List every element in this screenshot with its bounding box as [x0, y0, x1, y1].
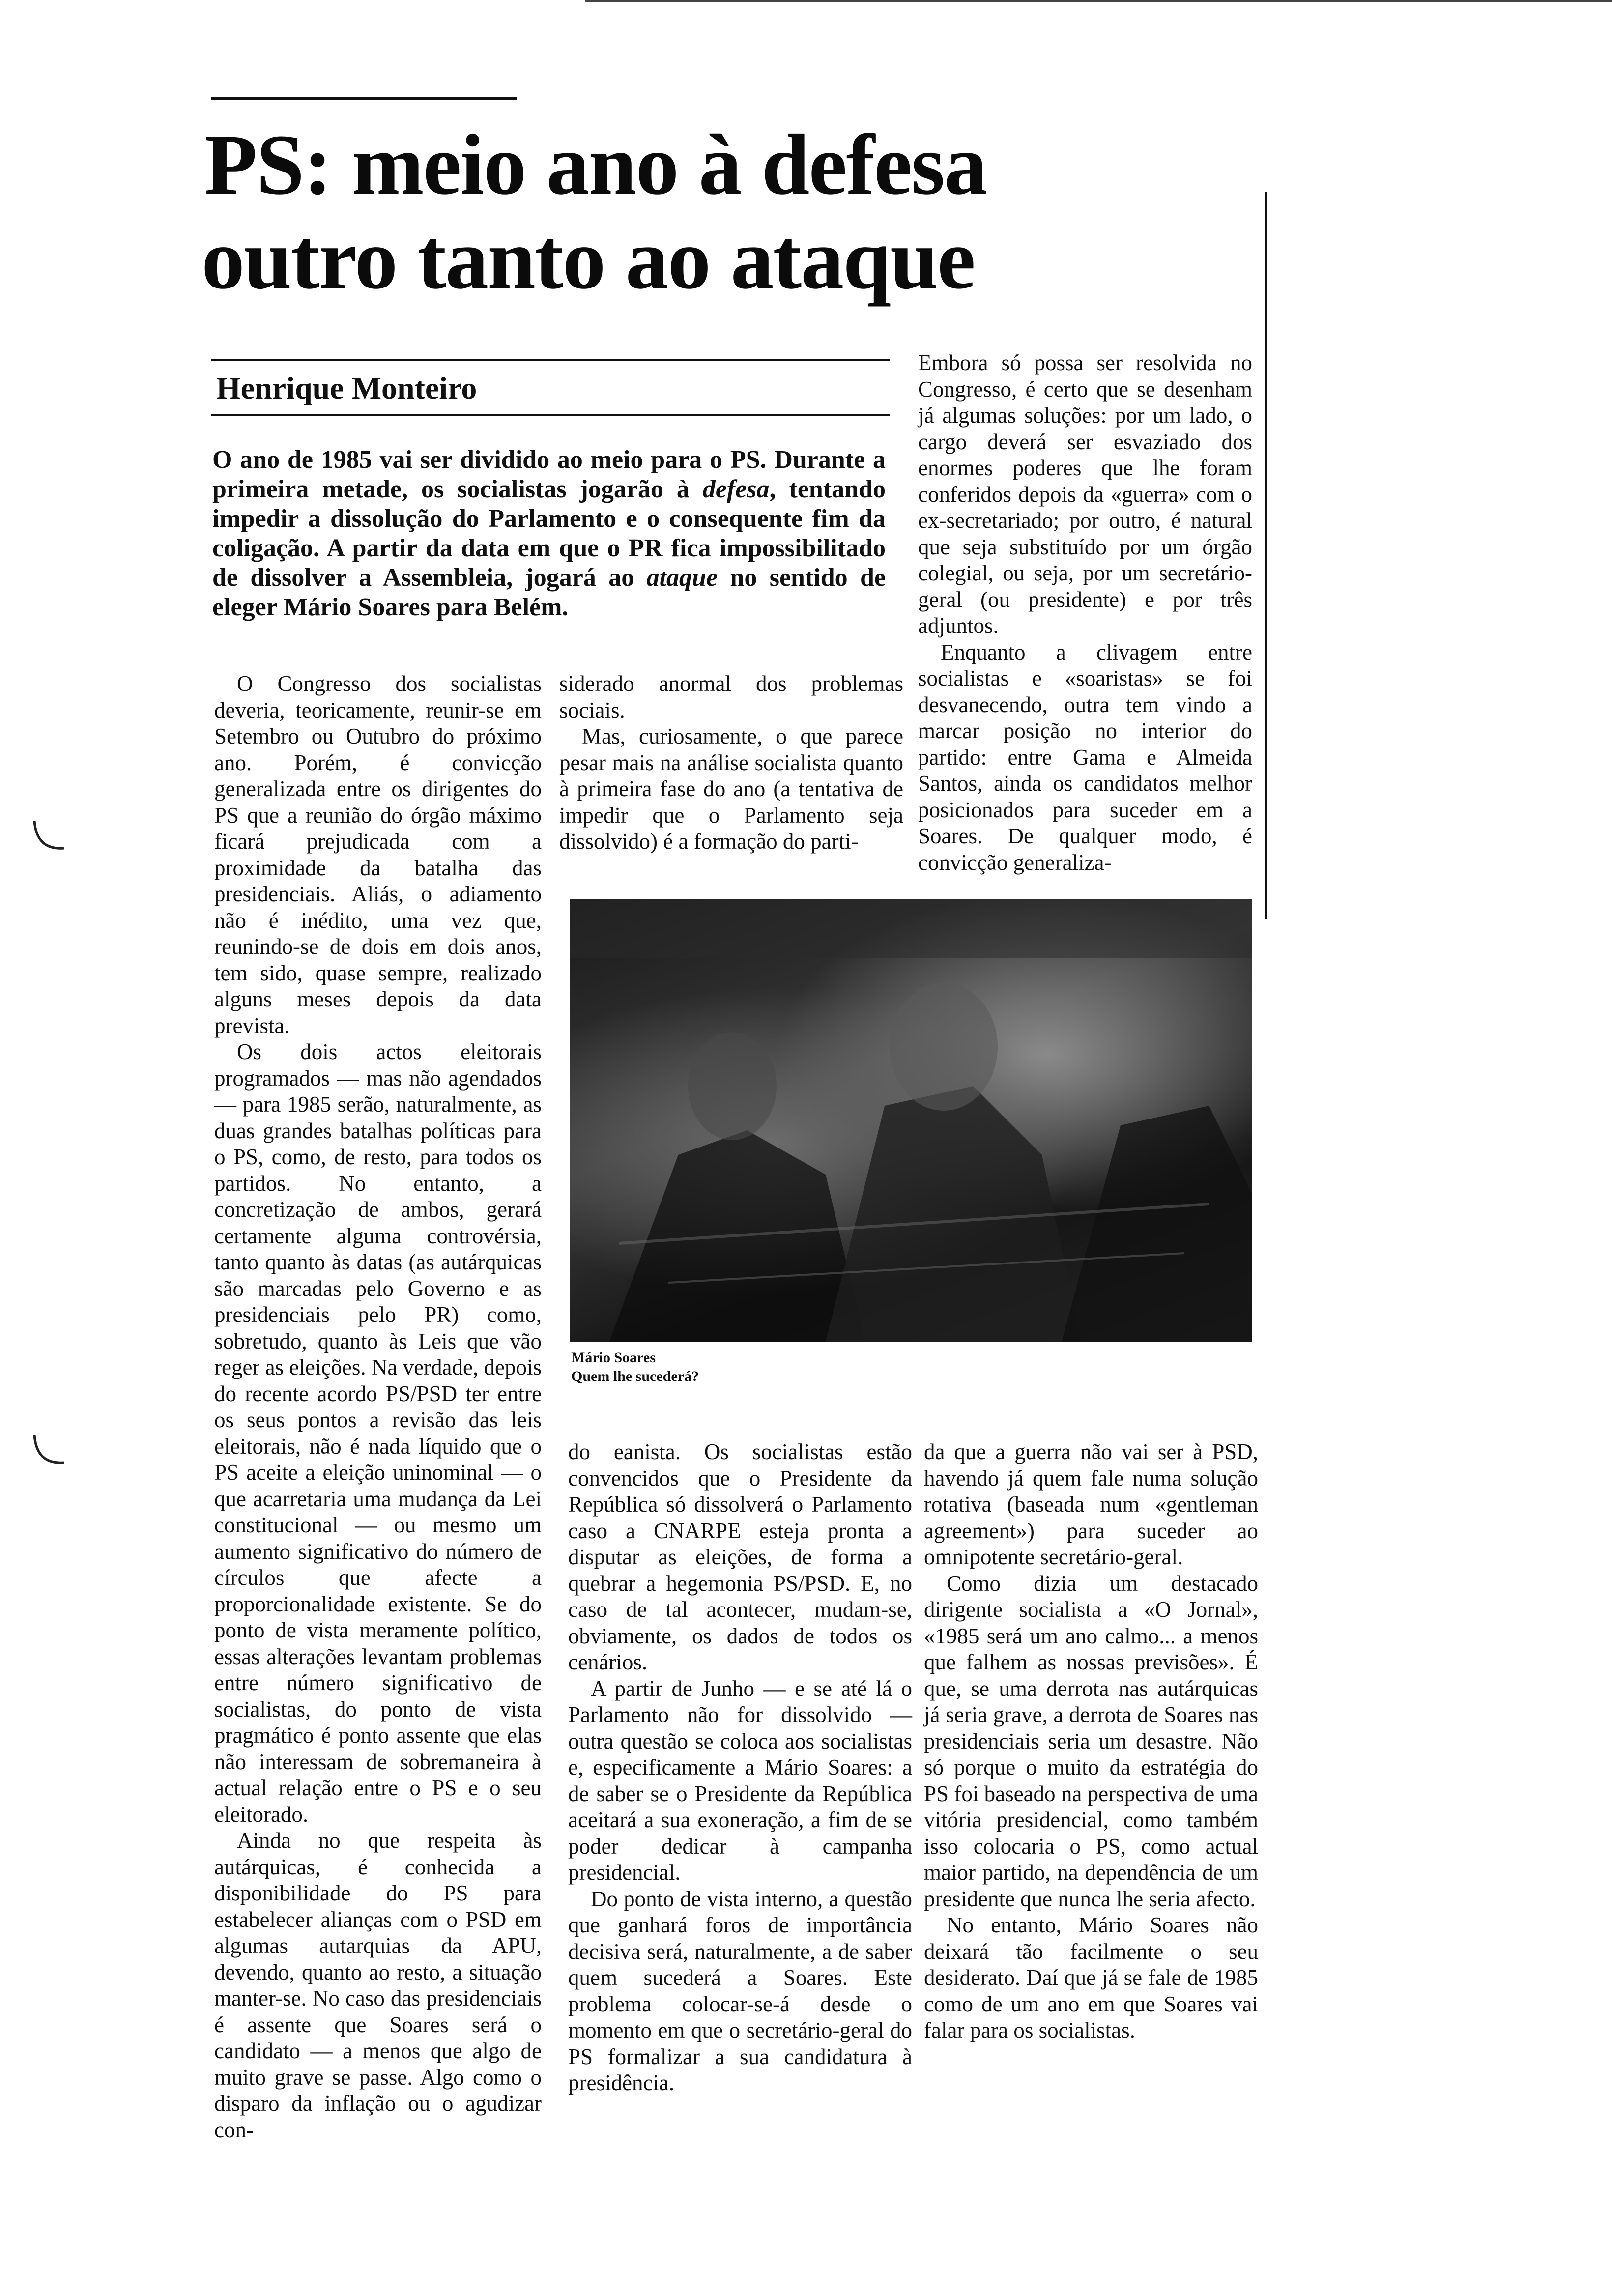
binder-mark-upper: [29, 816, 69, 860]
col3-top-paragraph-1: Embora só possa ser resolvida no Congresso, é certo que se desenham já algumas soluções: por um lado, o cargo deverá ser esvaziado dos enormes poderes que lhe foram conferidos depois da «guerra» com o ex-secretariado; por outro, é natural que seja substituído por um órgão colegial, ou seja, por um secretário-geral (ou presidente) e por três adjuntos.: [918, 350, 1252, 638]
col1-paragraph-3: Ainda no que respeita às autárquicas, é conhecida a disponibilidade do PS para estabelecer alianças com o PSD em algumas autarquias da APU, devendo, quanto ao resto, a situação manter-se. No caso das presidenciais é assente que Soares será o candidato — a menos que algo de muito grave se passe. Algo como o disparo da inflação ou o agudizar con-: [214, 1828, 542, 2142]
body-column-2-top: [559, 671, 903, 855]
lead-text-2: , tentando impedir a dissolução do Parlamento e o consequente fim da coligação. A partir da data em que o PR fica impossibilitado de dissolver a Assembleia, jogará ao: [212, 475, 886, 592]
photo-caption-text: Quem lhe sucederá?: [571, 1368, 699, 1384]
body-column-3-bottom: [924, 1439, 1258, 2044]
byline: Henrique Monteiro: [216, 371, 477, 405]
col1-paragraph-1: O Congresso dos socialistas deveria, teoricamente, reunir-se em Setembro ou Outubro do próximo ano. Porém, é convicção generalizada entre os dirigentes do PS que a reunião do órgão máximo ficará prejudicada com a proximidade da batalha das presidenciais. Aliás, o adiamento não é inédito, uma vez que, reunindo-se de dois em dois anos, tem sido, quase sempre, realizado alguns meses depois da data prevista.: [214, 671, 542, 1038]
byline-bottom-rule: [211, 414, 890, 416]
col1-paragraph-2: Os dois actos eleitorais programados — mas não agendados — para 1985 serão, naturalmente, as duas grandes batalhas políticas para o PS, como, de resto, para todos os partidos. No entanto, a concretização de ambos, gerará certamente alguma controvérsia, tanto quanto às datas (as autárquicas são marcadas pelo Governo e as presidenciais pelo PR) como, sobretudo, quanto às Leis que vão reger as eleições. Na verdade, depois do recente acordo PS/PSD ter entre os seus pontos a revisão das leis eleitorais, não é nada líquido que o PS aceite a eleição uninominal — o que acarretaria uma mudança da Lei constitucional — ou mesmo um aumento significativo do número de círculos que afecte a proporcionalidade existente. Se do ponto de vista meramente político, essas alterações levantam problemas entre número significativo de socialistas, do ponto de vista pragmático é ponto assente que elas não interessam de sobremaneira à actual relação entre o PS e o seu eleitorado.: [214, 1039, 542, 1827]
col2-top-paragraph-2: Mas, curiosamente, o que parece pesar mais na análise socialista quanto à primeira fase do ano (a tentativa de impedir que o Parlamento seja dissolvido) é a formação do parti-: [559, 724, 903, 854]
col3-bottom-paragraph-3: No entanto, Mário Soares não deixará tão facilmente o seu desiderato. Daí que já se fale de 1985 como de um ano em que Soares vai falar para os socialistas.: [924, 1913, 1258, 2042]
byline-top-rule: [211, 359, 890, 361]
col2-bottom-paragraph-1: do eanista. Os socialistas estão convencidos que o Presidente da República só dissolverá o Parlamento caso a CNARPE esteja pronta a disputar as eleições, de forma a quebrar a hegemonia PS/PSD. E, no caso de tal acontecer, mudam-se, obviamente, os dados de todos os cenários.: [568, 1439, 912, 1674]
col3-bottom-paragraph-1: da que a guerra não vai ser à PSD, havendo já quem fale numa solução rotativa (baseada num «gentleman agreement») para suceder ao omnipotente secretário-geral.: [924, 1439, 1258, 1569]
body-column-3-top: [918, 350, 1252, 876]
lead-italic-defesa: defesa: [702, 475, 770, 503]
headline-line-1: PS: meio ano à defesa: [204, 117, 986, 213]
headline-line-2: outro tanto ao ataque: [202, 211, 975, 307]
col2-bottom-paragraph-2: A partir de Junho — e se até lá o Parlamento não for dissolvido — outra questão se coloca aos socialistas e, especificamente a Mário Soares: a de saber se o Presidente da República aceitará a sua exoneração, a fim de se poder dedicar à campanha presidencial.: [568, 1676, 912, 1885]
lead-paragraph: [212, 445, 886, 622]
col3-top-paragraph-2: Enquanto a clivagem entre socialistas e «soaristas» se foi desvanecendo, outra tem vindo a marcar posição no interior do partido: entre Gama e Almeida Santos, ainda os candidatos melhor posicionados para suceder em a Soares. De qualquer modo, é convicção generaliza-: [918, 639, 1252, 875]
lead-italic-ataque: ataque: [646, 564, 718, 592]
photo-mario-soares: [570, 899, 1252, 1342]
photo-texture: [570, 899, 1252, 1342]
binder-mark-lower: [29, 1430, 69, 1474]
lead-text-1: O ano de 1985 vai ser dividido ao meio para o PS. Durante a primeira metade, os socialistas jogarão à: [212, 446, 886, 503]
photo-caption: [571, 1349, 915, 1386]
scan-top-line: [585, 0, 1612, 2]
body-column-2-bottom: [568, 1439, 912, 2096]
col2-top-paragraph-1: siderado anormal dos problemas sociais.: [559, 671, 903, 722]
right-column-rule: [1265, 192, 1267, 919]
body-column-1: [214, 671, 542, 2143]
col2-bottom-paragraph-3: Do ponto de vista interno, a questão que ganhará foros de importância decisiva será, naturalmente, a de saber quem sucederá a Soares. Este problema colocar-se-á desde o momento em que o secretário-geral do PS formalizar a sua candidatura à presidência.: [568, 1886, 912, 2095]
photo-caption-name: Mário Soares: [571, 1349, 656, 1366]
col3-bottom-paragraph-2: Como dizia um destacado dirigente socialista a «O Jornal», «1985 será um ano calmo... a menos que falhem as nossas previsões». É que, se uma derrota nas autárquicas já seria grave, a derrota de Soares nas presidenciais seria um desastre. Não só porque o muito da estratégia do PS foi baseado na perspectiva de uma vitória presidencial, como também isso colocaria o PS, como actual maior partido, na dependência de um presidente que nunca lhe seria afecto.: [924, 1571, 1258, 1911]
headline-top-rule: [211, 97, 517, 100]
lead-text-3: no sentido de eleger Mário Soares para Belém.: [212, 564, 886, 621]
